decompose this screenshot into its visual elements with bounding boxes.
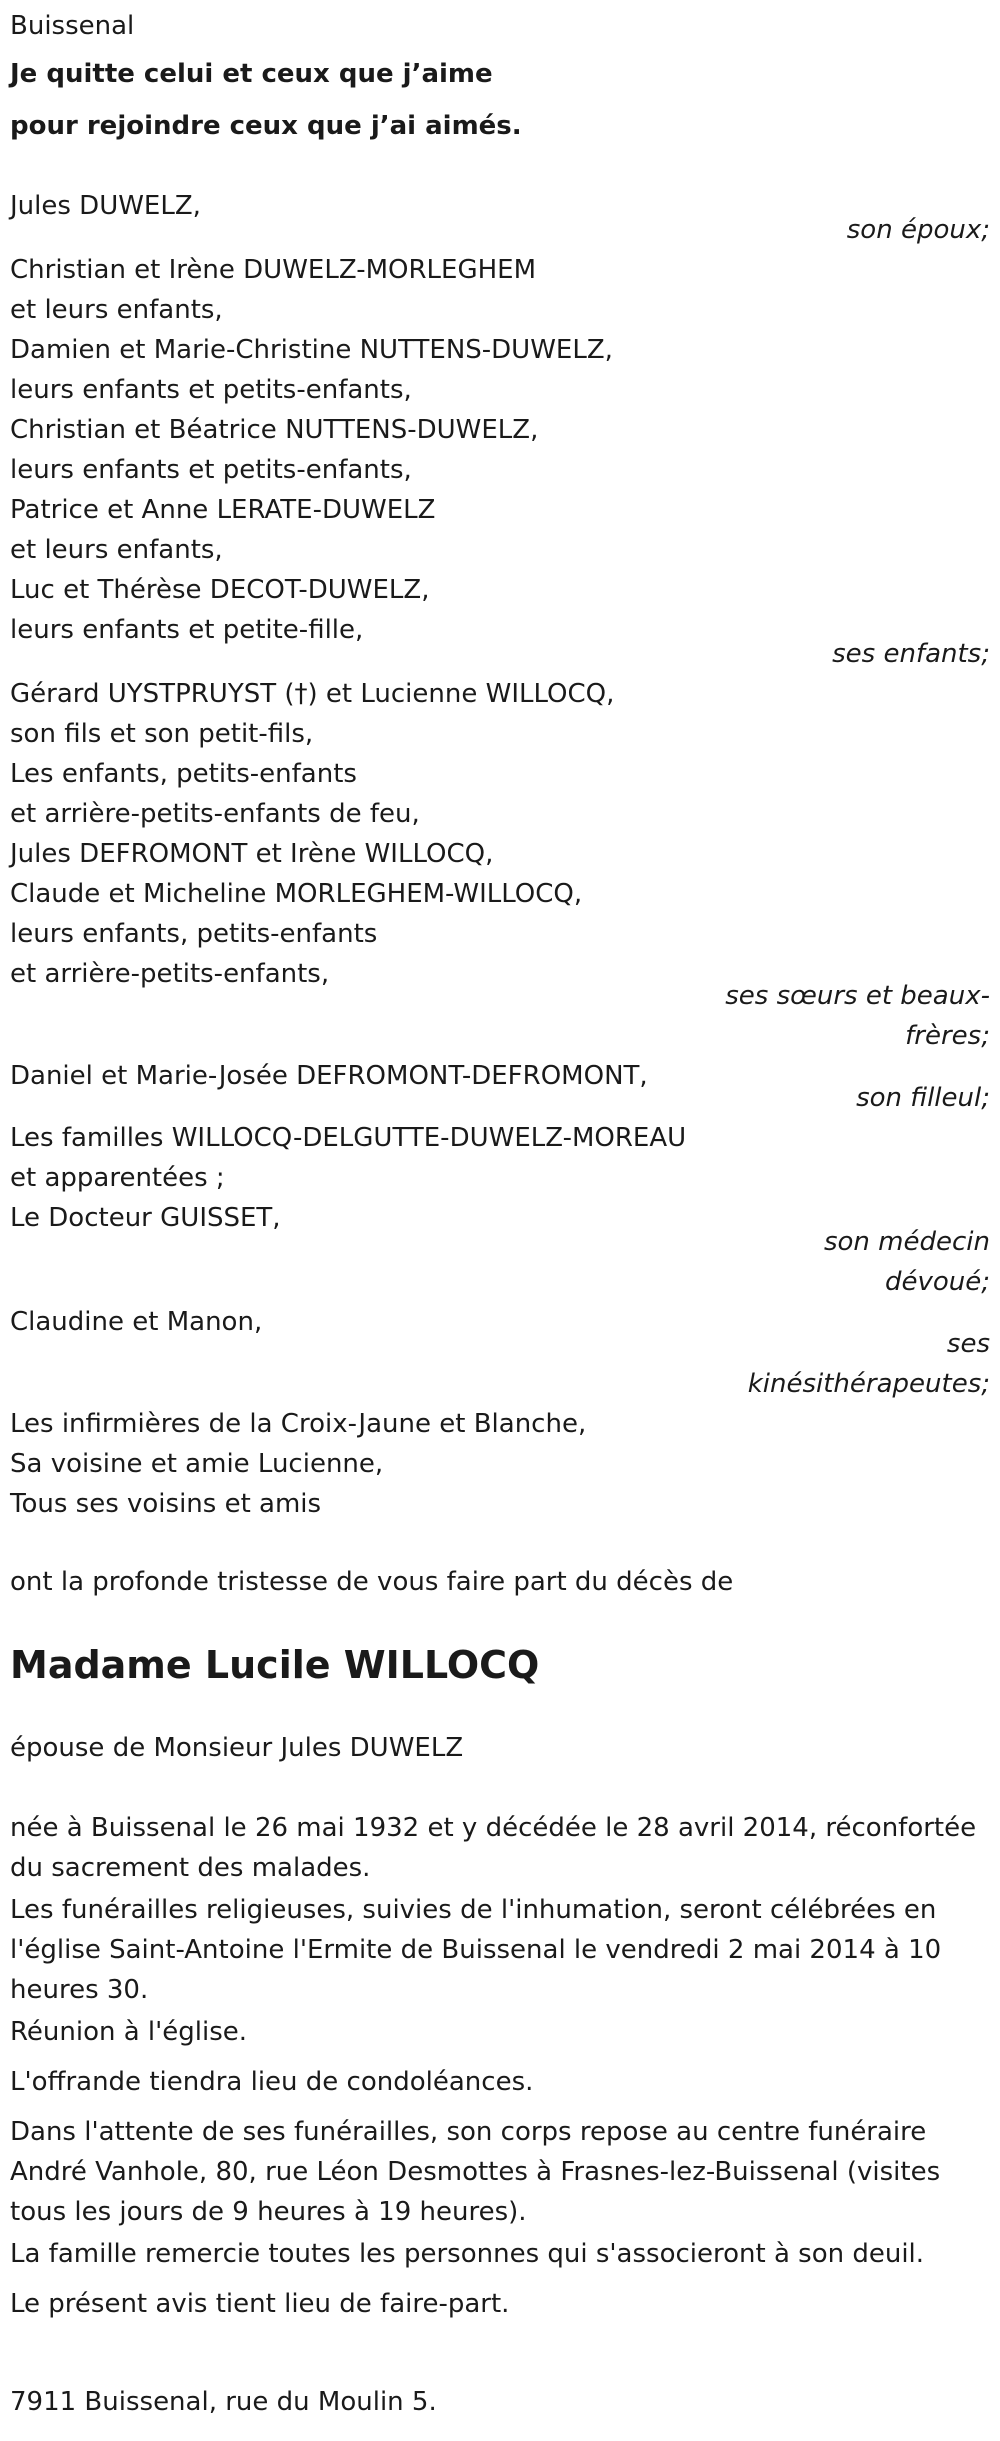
siblings-line: Les enfants, petits-enfants [10, 759, 357, 789]
announcement-intro: ont la profonde tristesse de vous faire part du décès de [10, 1567, 734, 1597]
quote-line-2: pour rejoindre ceux que j’ai aimés. [10, 111, 522, 141]
spouse-of: épouse de Monsieur Jules DUWELZ [10, 1733, 464, 1763]
physio-role: kinésithérapeutes; [747, 1369, 990, 1399]
physio-names: Claudine et Manon, [10, 1307, 263, 1337]
funeral-paragraph: Les funérailles religieuses, suivies de l'inhumation, seront célébrées en l'église Saint-Antoine l'Ermite de Buissenal le vendredi 2 mai 2014 à 10 heures 30. [10, 1895, 942, 2005]
quote-line-1: Je quitte celui et ceux que j’aime [10, 59, 493, 89]
siblings-line: Claude et Micheline MORLEGHEM-WILLOCQ, [10, 879, 583, 909]
children-line: Luc et Thérèse DECOT-DUWELZ, [10, 575, 430, 605]
children-line: leurs enfants et petits-enfants, [10, 375, 412, 405]
spouse-name: Jules DUWELZ, [10, 191, 201, 221]
others-line: Les infirmières de la Croix-Jaune et Blanche, [10, 1409, 587, 1439]
siblings-line: Jules DEFROMONT et Irène WILLOCQ, [10, 839, 494, 869]
siblings-role: frères; [905, 1021, 990, 1051]
birth-death-paragraph: née à Buissenal le 26 mai 1932 et y décédée le 28 avril 2014, réconfortée du sacrement des malades. [10, 1813, 977, 1883]
children-line: Patrice et Anne LERATE-DUWELZ [10, 495, 436, 525]
meeting-paragraph: Réunion à l'église. [10, 2017, 248, 2047]
others-line: Tous ses voisins et amis [10, 1489, 322, 1519]
children-line: Damien et Marie-Christine NUTTENS-DUWELZ, [10, 335, 613, 365]
families-line: Les familles WILLOCQ-DELGUTTE-DUWELZ-MOREAU [10, 1123, 687, 1153]
children-role: ses enfants; [832, 639, 990, 669]
children-line: et leurs enfants, [10, 295, 223, 325]
siblings-line: leurs enfants, petits-enfants [10, 919, 378, 949]
repose-paragraph: Dans l'attente de ses funérailles, son corps repose au centre funéraire André Vanhole, 80, rue Léon Desmottes à Frasnes-lez-Buissenal (visites tous les jours de 9 heures à 19 heures). [10, 2117, 941, 2227]
header-place: Buissenal [10, 11, 135, 41]
address: 7911 Buissenal, rue du Moulin 5. [10, 2387, 437, 2417]
physio-role: ses [946, 1329, 990, 1359]
godson-name: Daniel et Marie-Josée DEFROMONT-DEFROMONT, [10, 1061, 648, 1091]
notice-paragraph: Le présent avis tient lieu de faire-part. [10, 2289, 510, 2319]
siblings-line: et arrière-petits-enfants de feu, [10, 799, 420, 829]
others-line: Sa voisine et amie Lucienne, [10, 1449, 384, 1479]
siblings-line: et arrière-petits-enfants, [10, 959, 330, 989]
offering-paragraph: L'offrande tiendra lieu de condoléances. [10, 2067, 534, 2097]
children-line: Christian et Irène DUWELZ-MORLEGHEM [10, 255, 537, 285]
children-line: Christian et Béatrice NUTTENS-DUWELZ, [10, 415, 539, 445]
godson-role: son filleul; [856, 1083, 990, 1113]
families-line: et apparentées ; [10, 1163, 225, 1193]
spouse-role: son époux; [846, 215, 990, 245]
thanks-paragraph: La famille remercie toutes les personnes qui s'associeront à son deuil. [10, 2239, 925, 2269]
children-line: et leurs enfants, [10, 535, 223, 565]
siblings-line: son fils et son petit-fils, [10, 719, 314, 749]
families-line: Le Docteur GUISSET, [10, 1203, 281, 1233]
children-line: leurs enfants et petits-enfants, [10, 455, 412, 485]
deceased-name: Madame Lucile WILLOCQ [10, 1643, 540, 1687]
children-line: leurs enfants et petite-fille, [10, 615, 364, 645]
doctor-role: son médecin [823, 1227, 990, 1257]
siblings-line: Gérard UYSTPRUYST (†) et Lucienne WILLOCQ, [10, 679, 615, 709]
siblings-role: ses sœurs et beaux- [725, 981, 990, 1011]
doctor-role: dévoué; [884, 1267, 990, 1297]
